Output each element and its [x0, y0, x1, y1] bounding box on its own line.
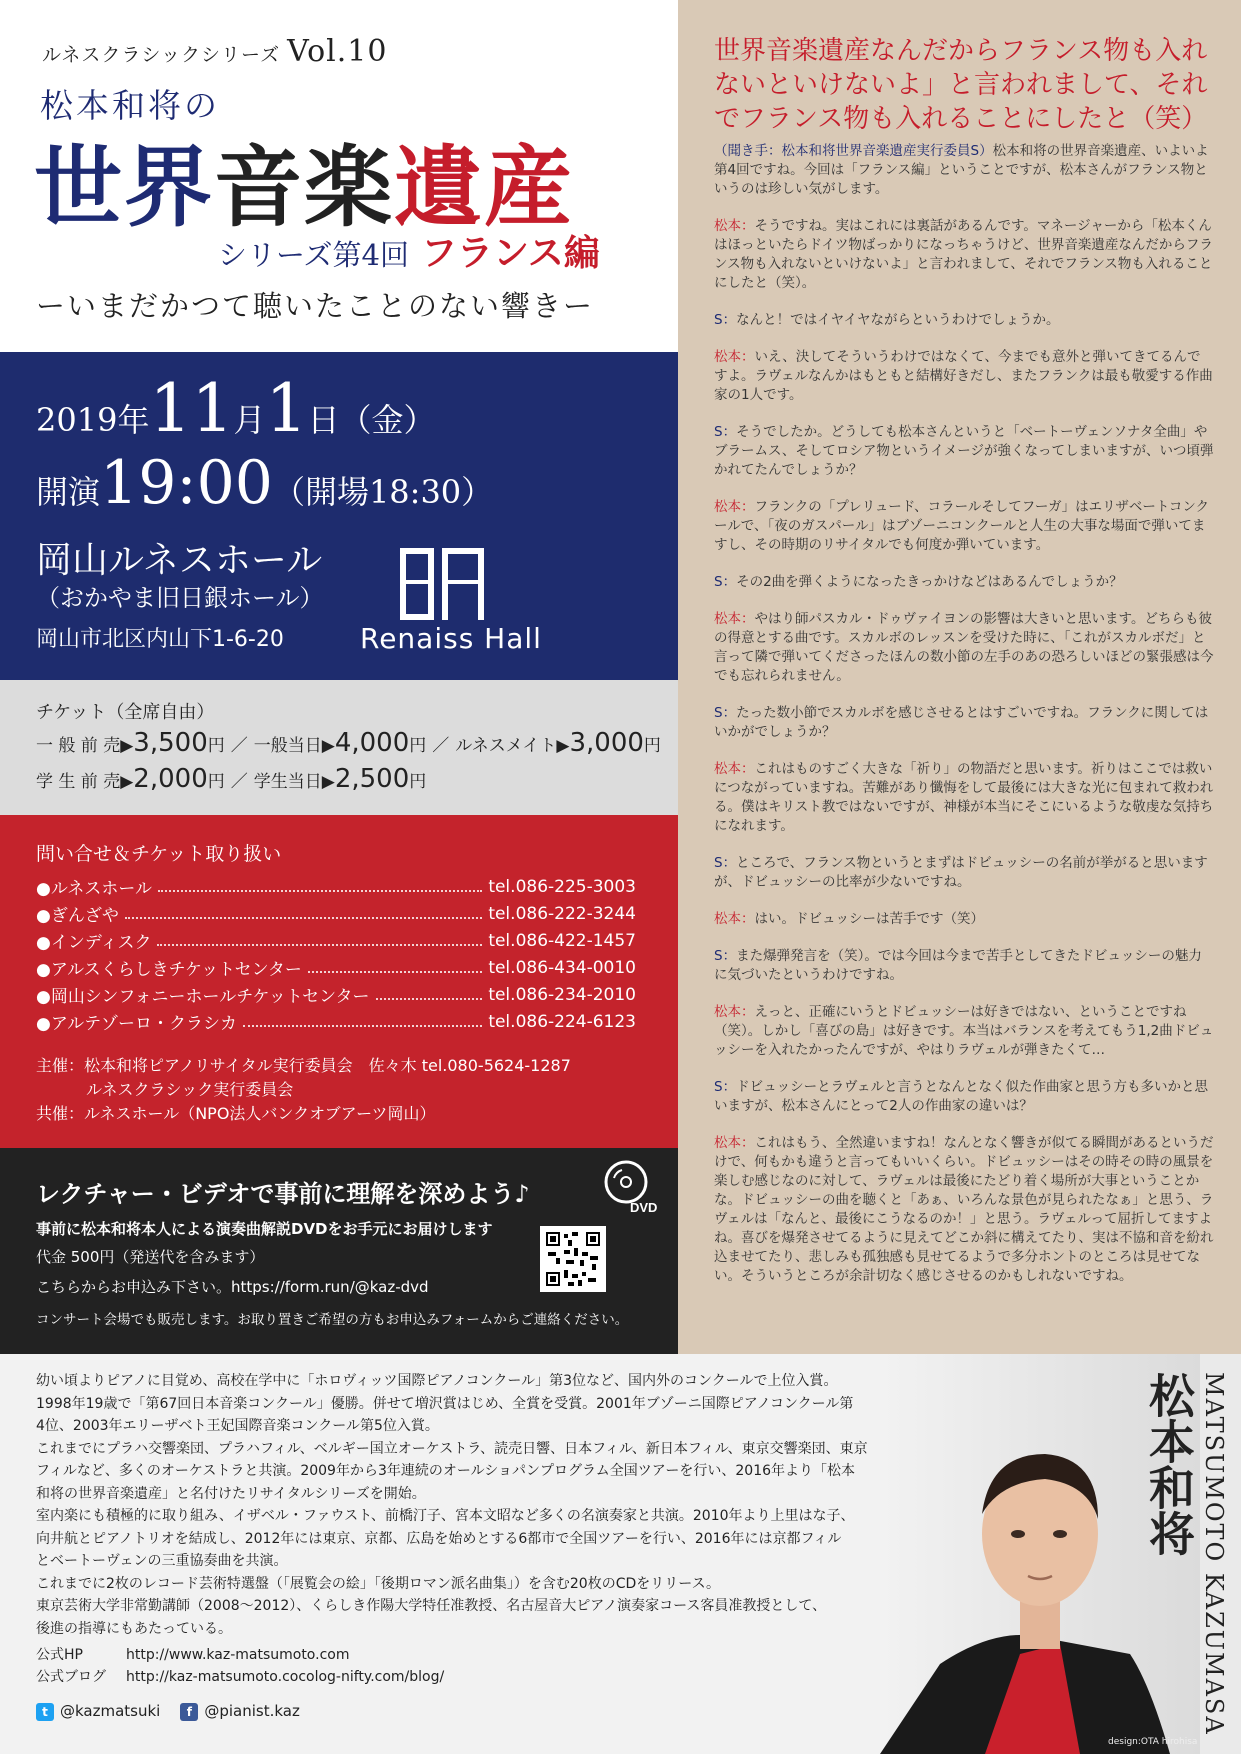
renaiss-hall-logo-icon	[398, 544, 488, 624]
tagline: ーいまだかつて聴いたことのない響きー	[36, 289, 595, 323]
contact-item: ●アルテゾーロ・クラシカ tel.086-224-6123	[36, 1011, 636, 1034]
interview-paragraph: 松本：これはものすごく大きな「祈り」の物語だと思います。祈りはここでは救いにつながっていますね。苦難があり懺悔をして最後には大きな光に包まれて救われる。僕はキリスト教ではないですが、神様が本当にそこにいるような敬虔な気持ちになれます。	[714, 761, 1214, 834]
contact-item: ●ぎんざや tel.086-222-3244	[36, 903, 636, 926]
artist-name-jp: 松本和将	[1142, 1372, 1196, 1556]
subtitle-theme: フランス編	[421, 232, 600, 274]
interview-paragraph: （聞き手：松本和将世界音楽遺産実行委員S）松本和将の世界音楽遺産、いよいよ第4回ですね。今回は「フランス編」ということですが、松本さんがフランス物というのは珍しい気がします。	[714, 143, 1209, 197]
title-part-music: 音楽	[214, 135, 395, 239]
interview-paragraph: S：たった数小節でスカルボを感じさせるとはすごいですね。フランクに関してはいかがでしょうか？	[714, 705, 1209, 740]
svg-text:DVD: DVD	[630, 1200, 658, 1215]
interview-paragraph: 松本：えっと、正確にいうとドビュッシーは好きではない、ということですね（笑）。しかし「喜びの島」は好きです。本当はバランスを考えてもう1,2曲ドビュッシーを入れたかったんですが、やはりラヴェルが弾きたくて…	[714, 1004, 1214, 1058]
interview-headline: 世界音楽遺産なんだからフランス物も入れないといけないよ」と言われまして、それでフランス物も入れることにしたと（笑）	[714, 36, 1208, 134]
interview-paragraph: S：ところで、フランス物というとまずはドビュッシーの名前が挙がると思いますが、ドビュッシーの比率が少ないですね。	[714, 855, 1208, 890]
official-hp-link[interactable]: http://www.kaz-matsumoto.com	[126, 1647, 350, 1663]
dvd-note: コンサート会場でも販売します。お取り置きご希望の方もお申込みフォームからご連絡ください。	[36, 1312, 629, 1328]
cosponsor-line: 共催：ルネスホール（NPO法人バンクオブアーツ岡山）	[36, 1104, 436, 1123]
organizer-line: 主催：松本和将ピアノリサイタル実行委員会 佐々木 tel.080-5624-1287	[36, 1056, 571, 1075]
social-links	[36, 1702, 300, 1721]
title-part-world: 世界	[34, 135, 215, 239]
event-date: 2019年11月1日（金）	[36, 370, 436, 447]
dvd-price: 代金 500円（発送代を含みます）	[36, 1248, 265, 1266]
interview-paragraph: S：その2曲を弾くようになったきっかけなどはあるんでしょうか？	[714, 574, 1123, 590]
contact-item: ●ルネスホール tel.086-225-3003	[36, 876, 636, 899]
title-block	[0, 0, 678, 352]
contact-item: ●岡山シンフォニーホールチケットセンター tel.086-234-2010	[36, 984, 636, 1007]
event-info-band	[0, 352, 678, 680]
interview-paragraph: 松本：いえ、決してそういうわけではなくて、今までも意外と弾いてきてるんですよ。ラヴェルなんかはもともと結構好きだし、またフランクは最も敬愛する作曲家の1人です。	[714, 349, 1213, 403]
series-subtitle	[218, 225, 600, 276]
interview-paragraph: 松本：これはもう、全然違いますね！なんとなく響きが似てる瞬間があるというだけで、何もかも違うと言ってもいいくらい。ドビュッシーはその時その時の風景を楽しむ感じなのに対して、ラヴェルは最後にたどり着く場所が大事ということかな。ドビュッシーの曲を聴くと「あぁ、いろんな景色が見られたなぁ」と思う、ラヴェルは「なんと、最後にこうなるのか！」と思う。ラヴェルって屈折してますよね。喜びを爆発させてるように見えてどこか斜に構えてたり、実は不協和音を紛れ込ませてたり、悲しみも孤独感も見せてるようで多分ホントのところは見せてない。そういうところが余計切なく感じさせるのかもしれないですね。	[714, 1135, 1214, 1284]
ticket-info-band	[0, 680, 678, 815]
subtitle-series: シリーズ第4回	[218, 238, 410, 272]
event-time: 開演19:00（開場18:30）	[36, 448, 494, 518]
dvd-line-1: 事前に松本和将本人による演奏曲解説DVDをお手元にお届けします	[36, 1220, 493, 1238]
contact-item: ●アルスくらしきチケットセンター tel.086-434-0010	[36, 957, 636, 980]
facebook-link[interactable]: f @pianist.kaz	[180, 1702, 300, 1721]
contact-list	[36, 873, 636, 1035]
ticket-row-general: 一 般 前 売▶3,500円 ／ 一般当日▶4,000円 ／ ルネスメイト▶3,000円	[36, 728, 661, 758]
official-links: 公式HP http://www.kaz-matsumoto.com 公式ブログ http://kaz-matsumoto.cocolog-nifty.com/blog/	[36, 1647, 445, 1685]
interview-column	[678, 0, 1241, 1354]
series-label: ルネスクラシックシリーズ Vol.10	[42, 34, 388, 69]
interview-paragraph: S：また爆弾発言を（笑）。では今回は今まで苦手としてきたドビュッシーの魅力に気づいたというわけですね。	[714, 948, 1202, 983]
ticket-row-student: 学 生 前 売▶2,000円 ／ 学生当日▶2,500円	[36, 764, 427, 794]
contact-heading: 問い合せ＆チケット取り扱い	[36, 843, 282, 865]
dvd-heading: レクチャー・ビデオで事前に理解を深めよう♪	[36, 1180, 530, 1208]
venue-name: 岡山ルネスホール	[36, 540, 323, 581]
dvd-disc-icon	[600, 1158, 658, 1216]
interview-paragraph: 松本：そうですね。実はこれには裏話があるんです。マネージャーから「松本くんはほっといたらドイツ物ばっかりになっちゃうけど、世界音楽遺産なんだからフランス物も入れないといけないよ」と言われまして、それでフランス物も入れることにしたと（笑）。	[714, 218, 1213, 291]
dvd-order-link[interactable]: こちらからお申込み下さい。https://form.run/@kaz-dvd	[36, 1278, 429, 1296]
contact-band	[0, 815, 678, 1148]
logo-text: Renaiss Hall	[360, 622, 542, 655]
interview-paragraph: 松本：はい。ドビュッシーは苦手です（笑）	[714, 911, 984, 927]
dvd-band	[0, 1148, 678, 1354]
contact-item: ●インディスク tel.086-422-1457	[36, 930, 636, 953]
design-credit: design:OTA hirohisa	[1108, 1737, 1198, 1747]
interview-paragraph: S：なんと！ではイヤイヤながらというわけでしょうか。	[714, 312, 1060, 328]
interview-paragraph: S：ドビュッシーとラヴェルと言うとなんとなく似た作曲家と思う方も多いかと思いますが、松本さんにとって2人の作曲家の違いは？	[714, 1079, 1209, 1114]
ticket-heading: チケット（全席自由）	[36, 702, 215, 723]
venue-subname: （おかやま旧日銀ホール）	[36, 584, 324, 612]
pre-title: 松本和将の	[40, 86, 220, 125]
qr-code[interactable]	[540, 1226, 606, 1292]
twitter-icon: t	[36, 1703, 54, 1721]
twitter-link[interactable]: t @kazmatsuki	[36, 1702, 160, 1721]
interview-paragraph: 松本：フランクの「プレリュード、コラールそしてフーガ」はエリザベートコンクールで、「夜のガスパール」はブゾーニコンクールと人生の大事な場面で弾いてますし、その時期のリサイタルでも何度か弾いています。	[714, 499, 1210, 553]
interview-paragraph: 松本：やはり師パスカル・ドゥヴァイヨンの影響は大きいと思います。どちらも彼の得意とする曲です。スカルボのレッスンを受けた時に、「これがスカルボだ」と言って隣で弾いてくださったほんの数小節の左手のあの恐ろしいほどの緊張感は今でも忘れられません。	[714, 611, 1214, 684]
flyer-left-column	[0, 0, 678, 1354]
facebook-icon: f	[180, 1703, 198, 1721]
official-blog-link[interactable]: http://kaz-matsumoto.cocolog-nifty.com/blog/	[126, 1669, 445, 1685]
interview-body	[714, 142, 1214, 1304]
artist-bio: 幼い頃よりピアノに目覚め、高校在学中に「ホロヴィッツ国際ピアノコンクール」第3位など、国内外のコンクールで上位入賞。 1998年19歳で「第67回日本音楽コンクール」優勝。併せて増沢賞はじめ、全賞を受賞。2001年ブゾーニ国際ピアノコンクール第 4位、2003年エリーザベト王妃国際音楽コンクール第5位入賞。 これまでにプラハ交響楽団、プラハフィル、ベルギー国立オーケストラ、読売日響、日本フィル、新日本フィル、東京交響楽団、東京 フィルなど、多くのオーケストラと共演。2009年から3年連続のオールショパンプログラム全国ツアーを行い、2016年より「松本 和将の世界音楽遺産」と名付けたリサイタルシリーズを開始。 室内楽にも積極的に取り組み、イザベル・ファウスト、前橋汀子、宮本文昭など多くの名演奏家と共演。2010年より上里はな子、 向井航とピアノトリオを結成し、2012年には東京、京都、広島を始めとする6都市で全国ツアーを行い、2016年には京都フィル とベートーヴェンの三重協奏曲を共演。 これまでに2枚のレコード芸術特選盤（「展覧会の絵」「後期ロマン派名曲集」）を含む20枚のCDをリリース。 東京芸術大学非常勤講師（2008～2012）、くらしき作陽大学特任准教授、名古屋音大ピアノ演奏家コース客員准教授として、 後進の指導にもあたっている。	[36, 1373, 868, 1637]
artist-name-en: MATSUMOTO KAZUMASA	[1200, 1372, 1228, 1736]
interview-paragraph: S：そうでしたか。どうしても松本さんというと「ベートーヴェンソナタ全曲」やブラームス、そしてロシア物というイメージが強くなってしまいますが、いつ頃弾かれてたんでしょうか？	[714, 424, 1214, 478]
organizer-line-2: ルネスクラシック実行委員会	[86, 1080, 294, 1099]
venue-address: 岡山市北区内山下1-6-20	[36, 627, 284, 652]
artist-profile	[0, 1354, 1241, 1754]
title-part-heritage: 遺産	[394, 135, 575, 239]
